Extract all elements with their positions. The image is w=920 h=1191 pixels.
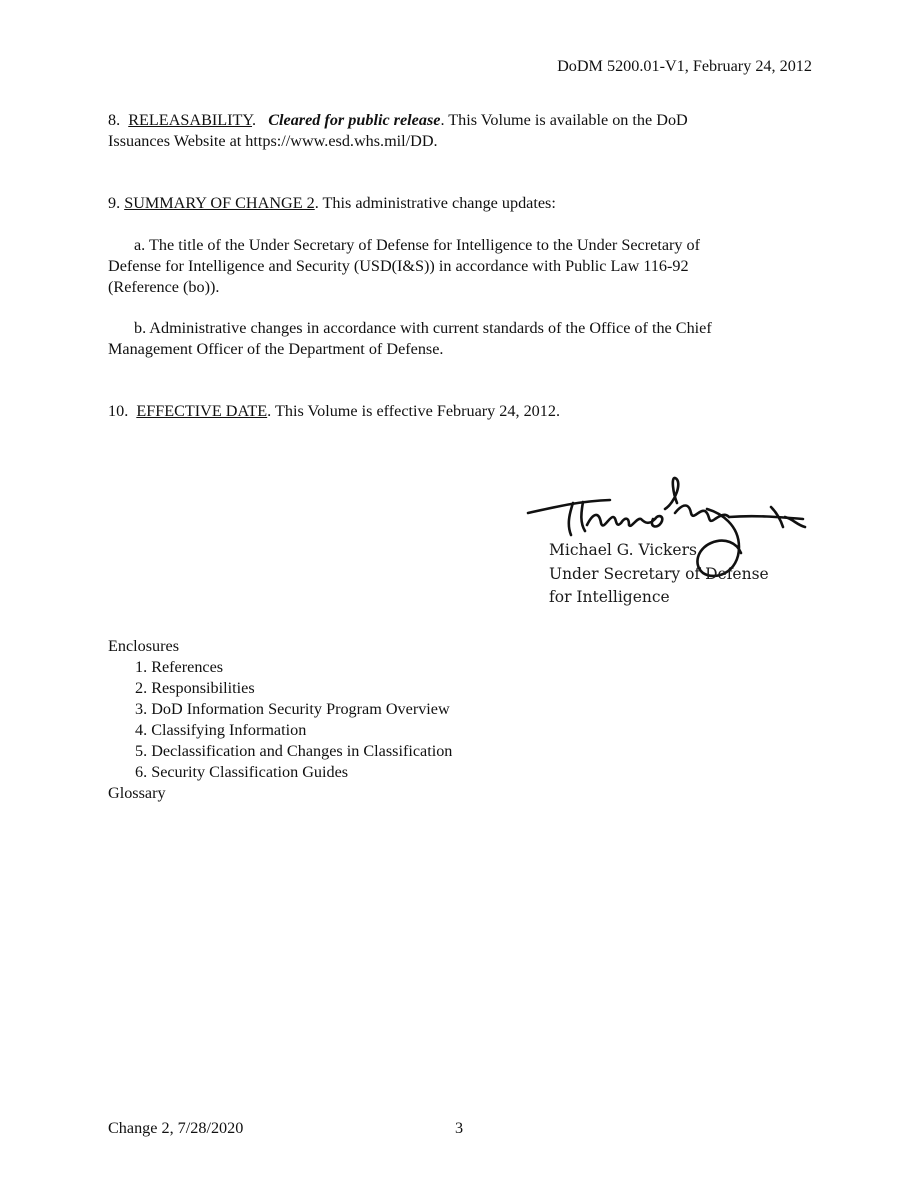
change-item-text: (Reference (bo)). [108,278,220,296]
section-releasability [108,110,808,152]
enclosure-item: 4. Classifying Information [135,721,307,739]
section-text: . This Volume is effective February 24, 2012. [267,402,561,420]
signer-title: Under Secretary of Defense [549,565,769,583]
section-effective-date [108,401,808,422]
change-item-b [108,318,808,360]
section-releasability-line1: 8. RELEASABILITY. Cleared for public release. This Volume is available on the DoD [108,111,688,129]
change-item-text: a. The title of the Under Secretary of Defense for Intelligence to the Under Secretary of [134,236,701,254]
signer-name: Michael G. Vickers [549,541,697,559]
enclosure-item: 6. Security Classification Guides [135,763,349,781]
section-number: 9. [108,194,121,212]
change-item-text: Defense for Intelligence and Security (USD(I&S)) in accordance with Public Law 116-92 [108,257,689,275]
enclosure-item: 3. DoD Information Security Program Overview [135,700,450,718]
enclosure-item: 1. References [135,658,224,676]
signature-block [525,473,815,613]
enclosure-item: 2. Responsibilities [135,679,255,697]
section-heading: RELEASABILITY [128,111,253,129]
section-heading: EFFECTIVE DATE [136,402,268,420]
change-item-text: b. Administrative changes in accordance with current standards of the Office of the Chief [134,319,712,337]
release-emphasis: Cleared for public release [268,111,441,129]
enclosures-list [108,657,452,783]
page-number: 3 [455,1119,464,1137]
change-item-a [108,235,808,298]
enclosure-item: 5. Declassification and Changes in Classification [135,742,453,760]
section-number: 10. [108,402,129,420]
enclosures-heading: Enclosures [108,637,180,655]
glossary-label: Glossary [108,784,166,802]
footer-change-note: Change 2, 7/28/2020 [108,1119,244,1137]
change-item-text: Management Officer of the Department of Defense. [108,340,444,358]
section-heading: SUMMARY OF CHANGE 2 [124,194,315,212]
section-number: 8. [108,111,121,129]
signer-title: for Intelligence [549,588,670,606]
enclosures-section [108,636,452,804]
section-text: . This Volume is available on the DoD [440,111,688,129]
section-summary-of-change [108,193,808,214]
section-text: . This administrative change updates: [314,194,556,212]
section-text: Issuances Website at https://www.esd.whs.mil/DD. [108,132,438,150]
document-reference-header: DoDM 5200.01-V1, February 24, 2012 [557,57,812,75]
